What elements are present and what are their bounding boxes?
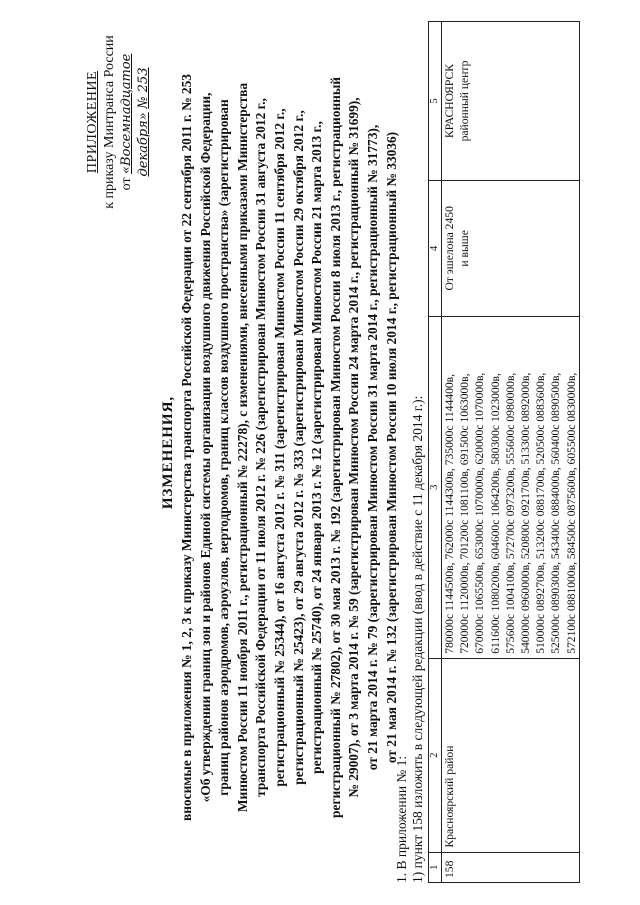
- preamble-line: регистрационный № 25344), от 16 августа 2012 г. № 311 (зарегистрирован Минюстом России 11 сентября 2012 г.,: [271, 108, 287, 787]
- coordinate-line: 780000с 1144500в, 762000с 1144300в, 735000с 1144400в,: [443, 373, 456, 654]
- table-header-cell: 5: [429, 22, 442, 181]
- altitude-line: и выше: [458, 230, 472, 267]
- center-type: районный центр: [458, 60, 472, 142]
- row-number: 158: [442, 852, 580, 882]
- coordinate-line: 611600с 1080200в, 604600с 1064200в, 580300с 1023000в,: [488, 373, 502, 654]
- preamble-line: от 21 марта 2014 г. № 79 (зарегистрирован Минюстом России 31 марта 2014 г., регистрационный № 31773),: [364, 124, 380, 771]
- coordinate-line: 540000с 0960000в, 520800с 0921700в, 513300с 0892000в,: [519, 372, 533, 654]
- preamble-line: транспорта Российской Федерации от 11 июля 2012 г. № 226 (зарегистрирован Минюстом России 31 августа 2012 г.,: [253, 98, 269, 797]
- appendix-title: ПРИЛОЖЕНИЕ: [85, 70, 100, 174]
- section-item-1: 1. В приложении № 1:: [394, 755, 409, 883]
- document-heading: ИЗМЕНЕНИЯ,: [160, 395, 176, 510]
- preamble: [178, 10, 401, 885]
- row-zone-name: Красноярский район: [442, 658, 580, 852]
- preamble-line: вносимые в приложения № 1, 2, 3 к приказу Министерства транспорта Российской Федерации от 22 сентября 2011 г. № 253: [179, 74, 194, 822]
- table-header-cell: 2: [429, 658, 442, 852]
- appendix-block: [84, 27, 152, 217]
- coordinate-line: 720000с 1120000в, 701200с 1081100в, 691500с 1063000в,: [458, 373, 472, 654]
- table-row: [442, 22, 580, 883]
- row-coordinates: [442, 316, 580, 658]
- appendix-date-prefix: от: [119, 177, 134, 191]
- table-header-cell: 4: [429, 180, 442, 316]
- appendix-order-line: к приказу Минтранса России: [102, 35, 117, 209]
- section-subitem-1: 1) пункт 158 изложить в следующей редакции (ввод в действие с 11 декабря 2014 г.):: [410, 395, 425, 883]
- coordinate-line: 670000с 1065500в, 653000с 1070000в, 620000с 1070000в,: [473, 372, 487, 654]
- appendix-date-handwritten: «Восемнадцатое декабря»: [119, 53, 151, 177]
- altitude-line: От эшелона 2450: [443, 206, 456, 291]
- coordinate-line: 572100с 0881000в, 584500с 0875600в, 605500с 0830000в,: [564, 372, 578, 654]
- coordinate-line: 525000с 0890300в, 543400с 0884000в, 560400с 0890500в,: [549, 372, 563, 654]
- preamble-line: «Об утверждении границ зон и районов Единой системы организации воздушного движения Российской Федерации,: [197, 92, 213, 803]
- preamble-line: № 29007), от 3 марта 2014 г. № 59 (зарегистрирован Минюстом России 24 марта 2014 г., регистрационный № 31699),: [346, 97, 362, 798]
- center-name: КРАСНОЯРСК: [443, 64, 456, 138]
- preamble-line: от 21 мая 2014 г. № 132 (зарегистрирован Минюстом России 10 июля 2014 г., регистрационный № 33036): [383, 131, 399, 764]
- preamble-line: границ районов аэродромов, аэроузлов, вертодромов, границ классов воздушного пространства» (зарегистрирован: [216, 99, 232, 796]
- zones-table: [428, 21, 580, 883]
- preamble-line: регистрационный № 25740), от 24 января 2013 г. № 12 (зарегистрирован Минюстом России 21 марта 2013 г.,: [309, 121, 325, 774]
- table-header-row: [429, 22, 442, 883]
- appendix-number: № 253: [136, 67, 151, 109]
- table-header-cell: 1: [429, 852, 442, 882]
- preamble-line: регистрационный № 27802), от 30 мая 2013 г. № 192 (зарегистрирован Минюстом России 8 июля 2013 г., регистрационный: [327, 76, 343, 819]
- preamble-line: Минюстом России 11 ноября 2011 г., регистрационный № 22278), с изменениями, внесенными приказами Министерства: [234, 82, 250, 813]
- preamble-line: регистрационный № 25423), от 29 августа 2012 г. № 333 (зарегистрирован Минюстом России 29 октября 2012 г.,: [290, 110, 306, 785]
- row-center: [442, 22, 580, 181]
- coordinate-line: 510000с 0892700в, 513200с 0881700в, 520500с 0883600в,: [534, 372, 548, 654]
- row-altitude: [442, 180, 580, 316]
- table-header-cell: 3: [429, 316, 442, 658]
- coordinate-line: 575600с 1004100в, 572700с 0973200в, 555600с 0980000в,: [503, 372, 517, 654]
